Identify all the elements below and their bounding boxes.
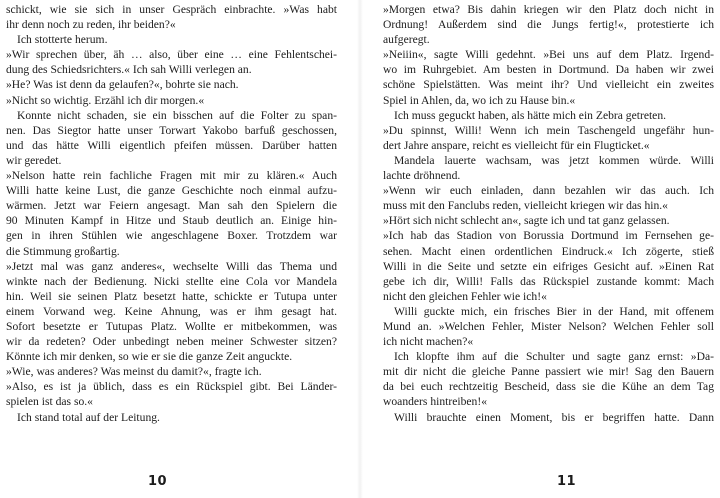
text-line: dert Jahre anspare, reicht es vielleicht für ein Flugticket.«	[383, 138, 650, 152]
text-line: lachte dröhnend.	[383, 169, 461, 183]
right-page-text	[383, 2, 714, 425]
text-line: Konnte nicht schaden, sie ein bisschen auf die Folter zu span-	[17, 108, 337, 122]
text-line: Könnte ich mir denken, so wie er sie die ganze Zeit anguckte.	[6, 350, 293, 364]
text-line: »Wir sprechen über, äh … also, über eine … eine Fehlentschei-	[6, 48, 337, 62]
text-line: Ich stand total auf der Leitung.	[17, 410, 160, 424]
text-line: »Du spinnst, Willi! Wenn ich mein Taschengeld ungefähr hun-	[383, 123, 714, 137]
text-line: Mandela lauerte wachsam, was jetzt kommen würde. Willi	[394, 153, 714, 167]
text-line: muss mit den Fanclubs reden, vielleicht kriegen wir das hin.«	[383, 199, 668, 213]
text-line: und das hätte Willi eigentlich pfeifen müssen. Darüber hatten	[6, 138, 337, 152]
text-line: gebe ich dir, Willi! Falls das Rückspiel zustande kommt: Mach	[383, 274, 714, 288]
page-number-right: 11	[557, 474, 577, 489]
text-line: mit dir nicht die gleiche Panne passiert wie mir! Sag den Bauern	[383, 365, 714, 379]
text-line: schickt, wie sie sich in unser Gespräch einbrachte. »Was habt	[6, 3, 337, 16]
text-line: da bei euch rechtzeitig Bescheid, dass sie die Kühe an dem Tag	[383, 380, 714, 394]
text-line: Ich muss geguckt haben, als hätte mich ein Zebra getreten.	[394, 108, 667, 122]
text-line: »Nicht so wichtig. Erzähl ich dir morgen.«	[6, 93, 205, 107]
text-line: »Jetzt mal was ganz anderes«, wechselte Willi das Thema und	[6, 259, 337, 273]
text-line: 90 Minuten Kampf in Hitze und Staub deutlich an. Einige hin-	[6, 214, 337, 228]
text-line: »Morgen etwa? Bis dahin kriegen wir den Platz doch nicht in	[383, 3, 714, 16]
text-line: nen. Das Siegtor hatte unser Torwart Yakobo barfuß geschossen,	[6, 123, 337, 137]
text-line: ihr denn noch zu reden, ihr beiden?«	[6, 18, 176, 32]
text-line: sehen. Macht einen ordentlichen Eindruck.« Ich zögerte, stieß	[383, 244, 714, 258]
text-line: aufgeregt.	[383, 33, 430, 47]
text-line: hin. Weil sie seinen Platz besetzt hatte, schickte er Tutupa unter	[6, 289, 337, 303]
right-page	[360, 0, 720, 498]
text-line: »Wenn wir euch einladen, dann bezahlen wir das auch. Ich	[383, 184, 714, 198]
text-line: schöne Spielstätten. Was meint ihr? Und vielleicht ein zweites	[383, 78, 714, 92]
text-line: Ordnung! Außerdem sind die Jungs fertig!«, protestierte ich	[383, 18, 714, 32]
text-line: Willi hatte keine Lust, die ganze Geschichte noch einmal aufzu-	[6, 184, 337, 198]
text-line: Willi brauchte einen Moment, bis er begriffen hatte. Dann	[394, 410, 714, 424]
text-line: »Also, es ist ja üblich, dass es ein Rückspiel gibt. Bei Länder-	[6, 380, 337, 394]
text-line: Willi guckte mich, ein frisches Bier in der Hand, mit offenem	[394, 304, 714, 318]
text-line: dung des Schiedsrichters.« Ich sah Willi verlegen an.	[6, 63, 252, 77]
text-line: »Neiiin«, sagte Willi gedehnt. »Bei uns auf dem Platz. Irgend-	[383, 48, 714, 62]
page-number-left: 10	[148, 474, 168, 489]
text-line: »Wie, was anderes? Was meinst du damit?«, fragte ich.	[6, 365, 262, 379]
text-line: einem Vorwand weg. Keine Ahnung, was er ihm gesagt hat.	[6, 304, 337, 318]
text-line: Willi in die Seite und setzte ein eifriges Gesicht auf. »Einen Rat	[383, 259, 714, 273]
text-line: nicht den gleichen Fehler wie ich!«	[383, 289, 547, 303]
text-line: woanders hintreiben!«	[383, 395, 487, 409]
text-line: die Stimmung großartig.	[6, 244, 120, 258]
text-line: Ich klopfte ihm auf die Schulter und sagte ganz ernst: »Da-	[394, 350, 714, 364]
text-line: Sofort besetzte er Tutupas Platz. Wollte er mitbekommen, was	[6, 319, 337, 333]
text-line: »Nelson hatte rein fachliche Fragen mit mir zu klären.« Auch	[6, 169, 337, 183]
text-line: Mund an. »Welchen Fehler, Mister Nelson? Welchen Fehler soll	[383, 319, 714, 333]
text-line: wir geredet.	[6, 153, 62, 167]
text-line: Ich stotterte herum.	[17, 33, 108, 47]
text-line: Spiel in Ahlen, da, wo ich zu Hause bin.«	[383, 93, 576, 107]
text-line: spielen ist das so.«	[6, 395, 93, 409]
text-line: wärmen. Jetzt war Feiern angesagt. Man sah den Spielern die	[6, 199, 337, 213]
text-line: »Hört sich nicht schlecht an«, sagte ich und tat ganz gelassen.	[383, 214, 670, 228]
text-line: ich nicht machen?«	[383, 335, 474, 349]
text-line: winkte nach der Bedienung. Nicki stellte eine Cola vor Mandela	[6, 274, 337, 288]
text-line: »He? Was ist denn da gelaufen?«, bohrte sie nach.	[6, 78, 239, 92]
text-line: wo im Ruhrgebiet. Am besten in Dortmund. Da haben wir zwei	[383, 63, 714, 77]
text-line: wir da redeten? Oder unbedingt neben meiner Schwester sitzen?	[6, 335, 337, 349]
text-line: »Ich hab das Stadion von Borussia Dortmund im Fernsehen ge-	[383, 229, 714, 243]
left-page-text	[6, 2, 337, 425]
text-line: gen in ihren Stühlen wie angeschlagene Boxer. Trotzdem war	[6, 229, 337, 243]
